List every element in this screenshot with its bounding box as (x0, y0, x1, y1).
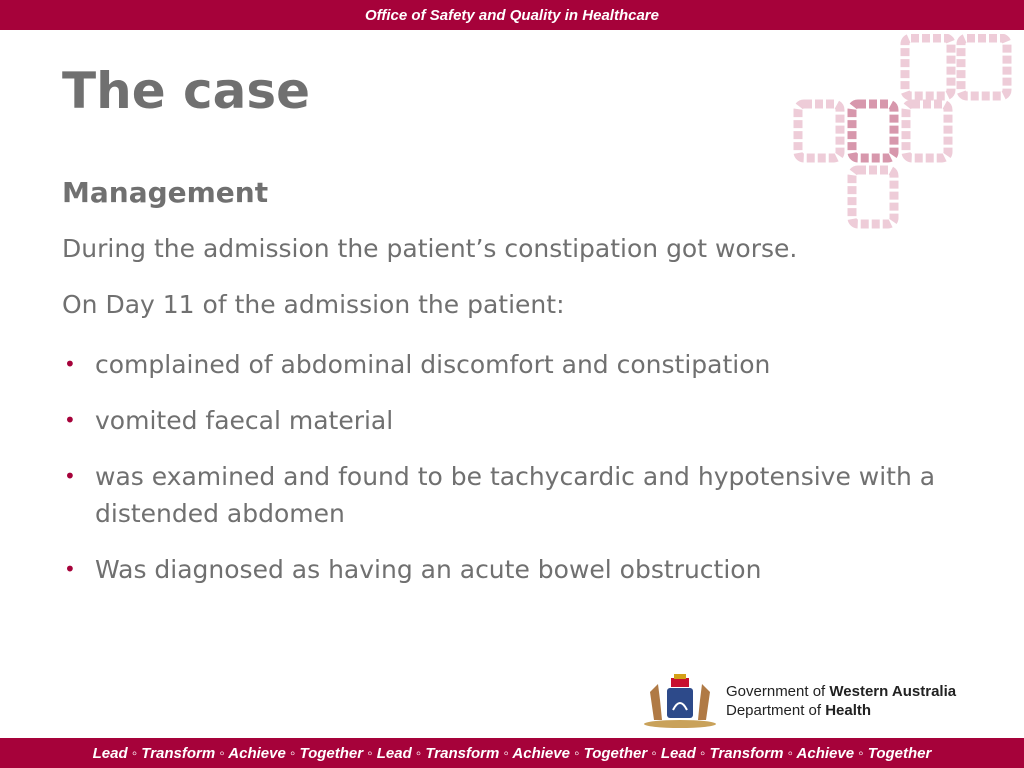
bullet-item (62, 402, 962, 439)
decor-square-highlight (852, 104, 894, 158)
decor-square (798, 104, 840, 158)
bullet-item (62, 346, 962, 383)
bullet-icon: • (64, 464, 76, 488)
footer-text: Lead ◦ Transform ◦ Achieve ◦ Together ◦ Lead ◦ Transform ◦ Achieve ◦ Together ◦ Lead ◦ Transform ◦ Achieve ◦ Together (92, 744, 932, 762)
footer-bar (0, 738, 1024, 768)
bullet-item (62, 458, 962, 532)
bullet-icon: • (64, 557, 76, 581)
decor-square (961, 38, 1007, 96)
slide-title: The case (62, 62, 311, 120)
coat-of-arms-icon (640, 670, 720, 730)
logo-line1-bold: Western Australia (829, 683, 957, 700)
bullet-icon: • (64, 352, 76, 376)
logo-text (726, 682, 956, 720)
logo-line2-bold: Health (825, 702, 872, 719)
bullet-item (62, 551, 962, 588)
header-text: Office of Safety and Quality in Healthcare (365, 6, 659, 24)
bullet-text: was examined and found to be tachycardic and hypotensive with a distended abdomen (95, 462, 936, 528)
bullet-text: complained of abdominal discomfort and constipation (95, 350, 771, 379)
government-logo (640, 670, 1020, 732)
bullet-text: Was diagnosed as having an acute bowel obstruction (95, 555, 762, 584)
header-bar (0, 0, 1024, 30)
bullet-text: vomited faecal material (95, 406, 394, 435)
logo-line1-prefix: Government of (726, 683, 830, 700)
bullet-icon: • (64, 408, 76, 432)
paragraph: On Day 11 of the admission the patient: (62, 290, 565, 319)
decor-square (905, 38, 951, 96)
decor-square (906, 104, 948, 158)
paragraph: During the admission the patient’s constipation got worse. (62, 234, 798, 263)
slide-content (62, 176, 962, 607)
bullet-list (62, 346, 962, 588)
section-heading: Management (62, 176, 269, 209)
logo-line2-prefix: Department of (726, 702, 826, 719)
